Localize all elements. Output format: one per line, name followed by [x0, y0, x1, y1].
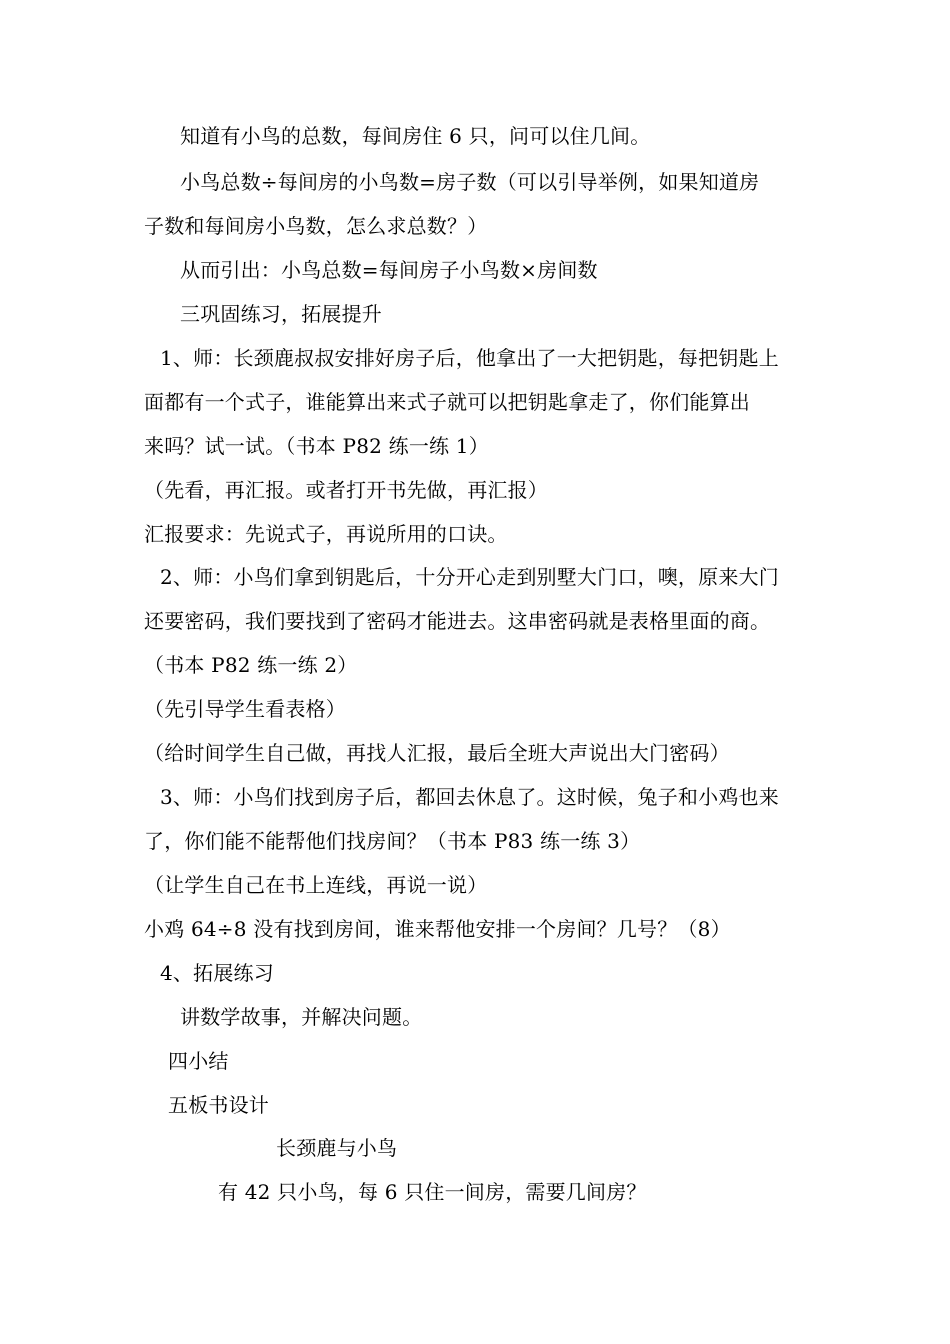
text-line-7: 面都有一个式子，谁能算出来式子就可以把钥匙拿走了，你们能算出: [144, 390, 750, 414]
text-line-4: 从而引出：小鸟总数=每间房子小鸟数×房间数: [180, 258, 598, 282]
text-line-11: 2、师：小鸟们拿到钥匙后，十分开心走到别墅大门口，噢，原来大门: [160, 565, 779, 589]
text-line-6: 1、师：长颈鹿叔叔安排好房子后，他拿出了一大把钥匙，每把钥匙上: [160, 346, 779, 370]
text-line-17: 了，你们能不能帮他们找房间？（书本 P83 练一练 3）: [144, 829, 641, 853]
text-line-9: （先看，再汇报。或者打开书先做，再汇报）: [144, 478, 548, 502]
text-line-21: 讲数学故事，并解决问题。: [180, 1005, 423, 1029]
text-line-8: 来吗？试一试。（书本 P82 练一练 1）: [144, 434, 489, 458]
text-line-20: 4、拓展练习: [160, 961, 274, 985]
section-heading-board-design: 五板书设计: [168, 1093, 269, 1117]
text-line-2: 小鸟总数÷每间房的小鸟数=房子数（可以引导举例，如果知道房: [180, 170, 760, 194]
text-line-14: （先引导学生看表格）: [144, 697, 346, 721]
text-line-19: 小鸡 64÷8 没有找到房间，谁来帮他安排一个房间？几号？（8）: [144, 917, 731, 941]
text-line-1: 知道有小鸟的总数，每间房住 6 只，问可以住几间。: [180, 124, 651, 148]
text-line-25: 有 42 只小鸟，每 6 只住一间房，需要几间房？: [218, 1180, 647, 1204]
text-line-16: 3、师：小鸟们找到房子后，都回去休息了。这时候，兔子和小鸡也来: [160, 785, 779, 809]
text-line-3: 子数和每间房小鸟数，怎么求总数？）: [144, 214, 488, 238]
text-line-18: （让学生自己在书上连线，再说一说）: [144, 873, 488, 897]
text-line-15: （给时间学生自己做，再找人汇报，最后全班大声说出大门密码）: [144, 741, 730, 765]
section-heading-consolidation: 三巩固练习，拓展提升: [180, 302, 382, 326]
text-line-13: （书本 P82 练一练 2）: [144, 653, 358, 677]
text-line-12: 还要密码，我们要找到了密码才能进去。这串密码就是表格里面的商。: [144, 609, 771, 633]
board-title: 长颈鹿与小鸟: [276, 1136, 398, 1160]
section-heading-summary: 四小结: [168, 1049, 229, 1073]
text-line-10: 汇报要求：先说式子，再说所用的口诀。: [144, 522, 508, 546]
